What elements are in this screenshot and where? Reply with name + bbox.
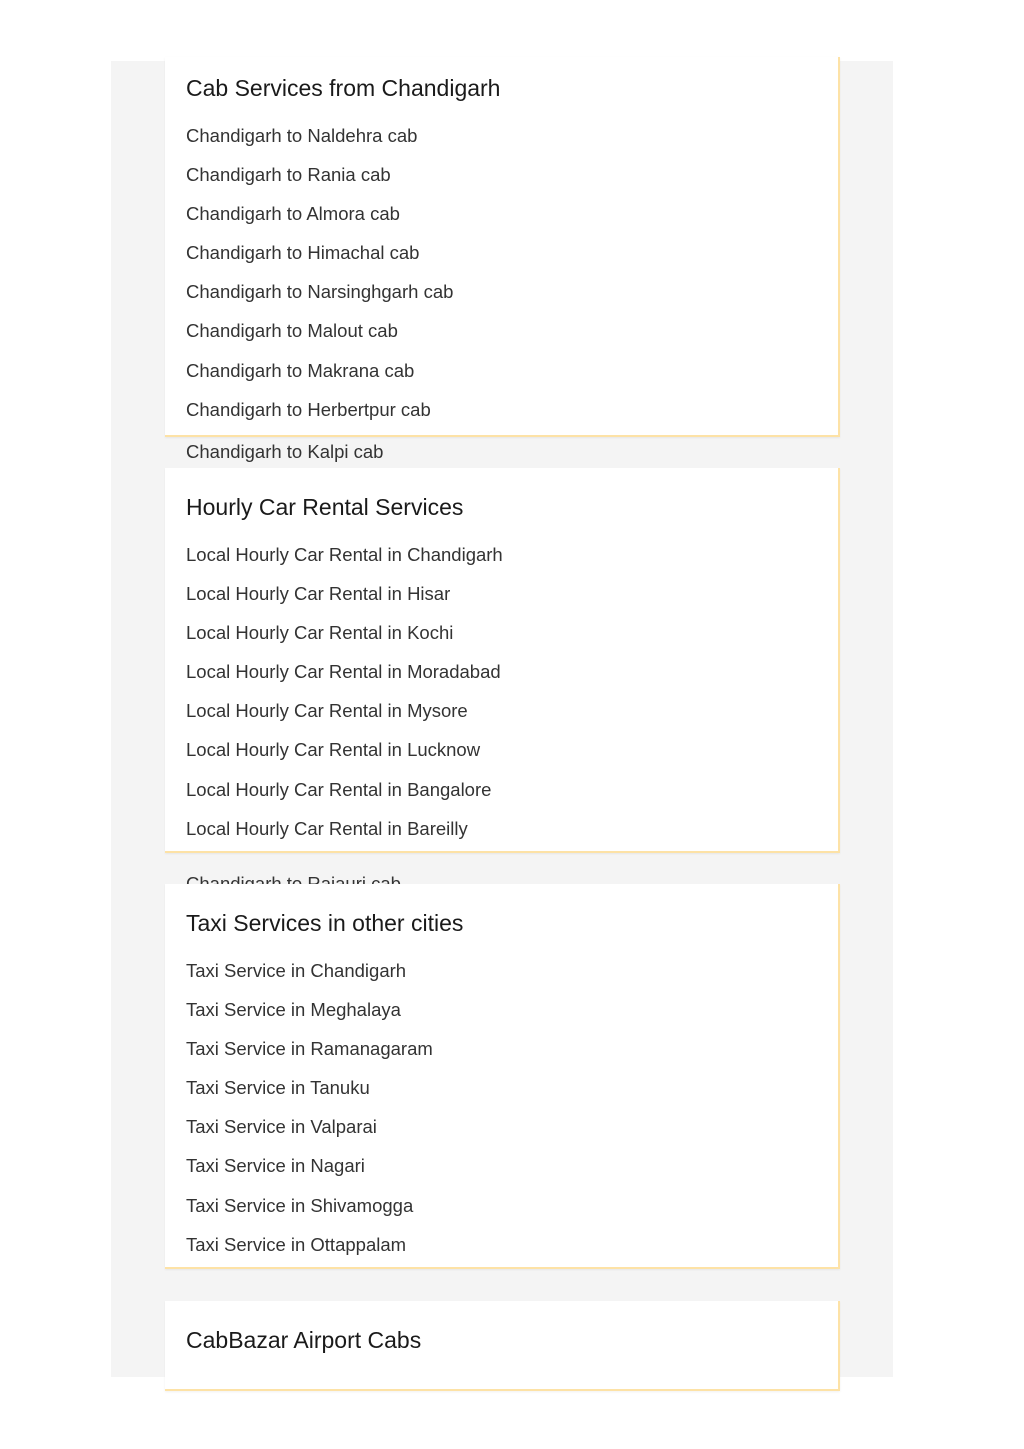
list-item[interactable]: Local Hourly Car Rental in Bareilly (186, 817, 468, 839)
taxi-services-title: Taxi Services in other cities (186, 910, 464, 936)
list-item[interactable]: Taxi Service in Shivamogga (186, 1194, 414, 1216)
hourly-rental-title: Hourly Car Rental Services (186, 494, 464, 520)
hourly-rental-list (186, 535, 838, 848)
list-item[interactable]: Taxi Service in Tanuku (186, 1077, 370, 1099)
list-item[interactable]: Local Hourly Car Rental in Mysore (186, 700, 468, 722)
list-item[interactable]: Local Hourly Car Rental in Lucknow (186, 739, 481, 761)
list-item[interactable]: Taxi Service in Valparai (186, 1116, 377, 1138)
list-item[interactable]: Taxi Service in Nagari (186, 1155, 365, 1177)
list-item[interactable]: Chandigarh to Malout cab (186, 320, 398, 342)
overflow-link-kalpi[interactable]: Chandigarh to Kalpi cab (186, 441, 384, 462)
page-background (111, 61, 893, 1377)
list-item[interactable]: Chandigarh to Himachal cab (186, 242, 420, 264)
cab-services-title: Cab Services from Chandigarh (186, 75, 501, 101)
list-item[interactable]: Local Hourly Car Rental in Chandigarh (186, 544, 503, 565)
list-item[interactable]: Local Hourly Car Rental in Hisar (186, 583, 451, 605)
list-item[interactable]: Chandigarh to Rania cab (186, 164, 391, 186)
airport-cabs-title: CabBazar Airport Cabs (186, 1327, 422, 1353)
list-item[interactable]: Taxi Service in Ottappalam (186, 1233, 407, 1255)
list-item[interactable]: Chandigarh to Naldehra cab (186, 125, 418, 146)
list-item[interactable]: Taxi Service in Meghalaya (186, 999, 401, 1021)
list-item[interactable]: Chandigarh to Makrana cab (186, 359, 415, 381)
cab-services-list (186, 116, 838, 429)
list-item[interactable]: Chandigarh to Almora cab (186, 203, 400, 225)
airport-cabs-card (165, 1301, 840, 1391)
list-item[interactable]: Taxi Service in Chandigarh (186, 960, 407, 981)
hourly-rental-card (165, 468, 840, 853)
overflow-link-rajauri[interactable] (186, 873, 401, 884)
cab-services-card (165, 57, 840, 437)
list-item[interactable]: Local Hourly Car Rental in Bangalore (186, 778, 492, 800)
taxi-services-list (186, 951, 838, 1264)
list-item[interactable]: Chandigarh to Herbertpur cab (186, 398, 431, 420)
list-item[interactable]: Chandigarh to Narsinghgarh cab (186, 281, 454, 303)
list-item[interactable]: Taxi Service in Ramanagaram (186, 1038, 433, 1060)
list-item[interactable]: Local Hourly Car Rental in Moradabad (186, 661, 501, 683)
taxi-services-card (165, 884, 840, 1269)
list-item[interactable]: Local Hourly Car Rental in Kochi (186, 622, 454, 644)
